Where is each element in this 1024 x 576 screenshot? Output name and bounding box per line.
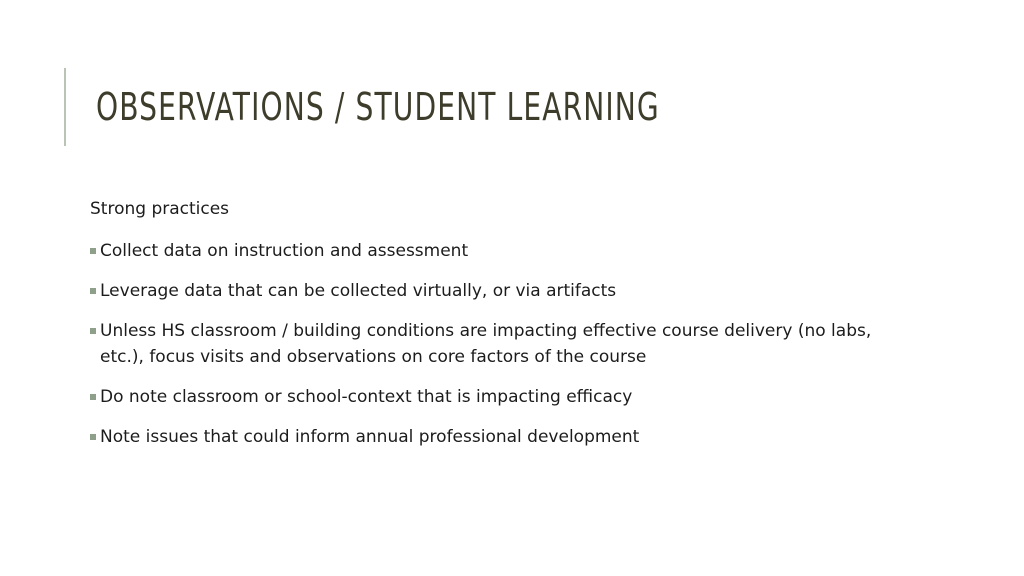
bullet-item [90, 384, 910, 410]
bullet-item [90, 238, 910, 264]
intro-text: Strong practices [90, 199, 230, 219]
bullet-text: Collect data on instruction and assessment [100, 241, 469, 261]
bullet-list [90, 238, 910, 450]
bullet-item [90, 318, 910, 370]
bullet-text: Do note classroom or school-context that is impacting efficacy [100, 387, 633, 407]
square-bullet-icon [90, 328, 96, 334]
bullet-item [90, 278, 910, 304]
slide-body [90, 196, 910, 464]
square-bullet-icon [90, 434, 96, 440]
slide-title: OBSERVATIONS / STUDENT LEARNING [96, 85, 660, 129]
bullet-item [90, 424, 910, 450]
square-bullet-icon [90, 394, 96, 400]
square-bullet-icon [90, 248, 96, 254]
square-bullet-icon [90, 288, 96, 294]
bullet-text: Leverage data that can be collected virtually, or via artifacts [100, 281, 617, 301]
bullet-text: Note issues that could inform annual professional development [100, 427, 640, 447]
title-accent-line [64, 68, 66, 146]
bullet-text: Unless HS classroom / building conditions are impacting effective course delivery (no labs, etc.), focus visits and observations on core factors of the course [100, 321, 872, 367]
